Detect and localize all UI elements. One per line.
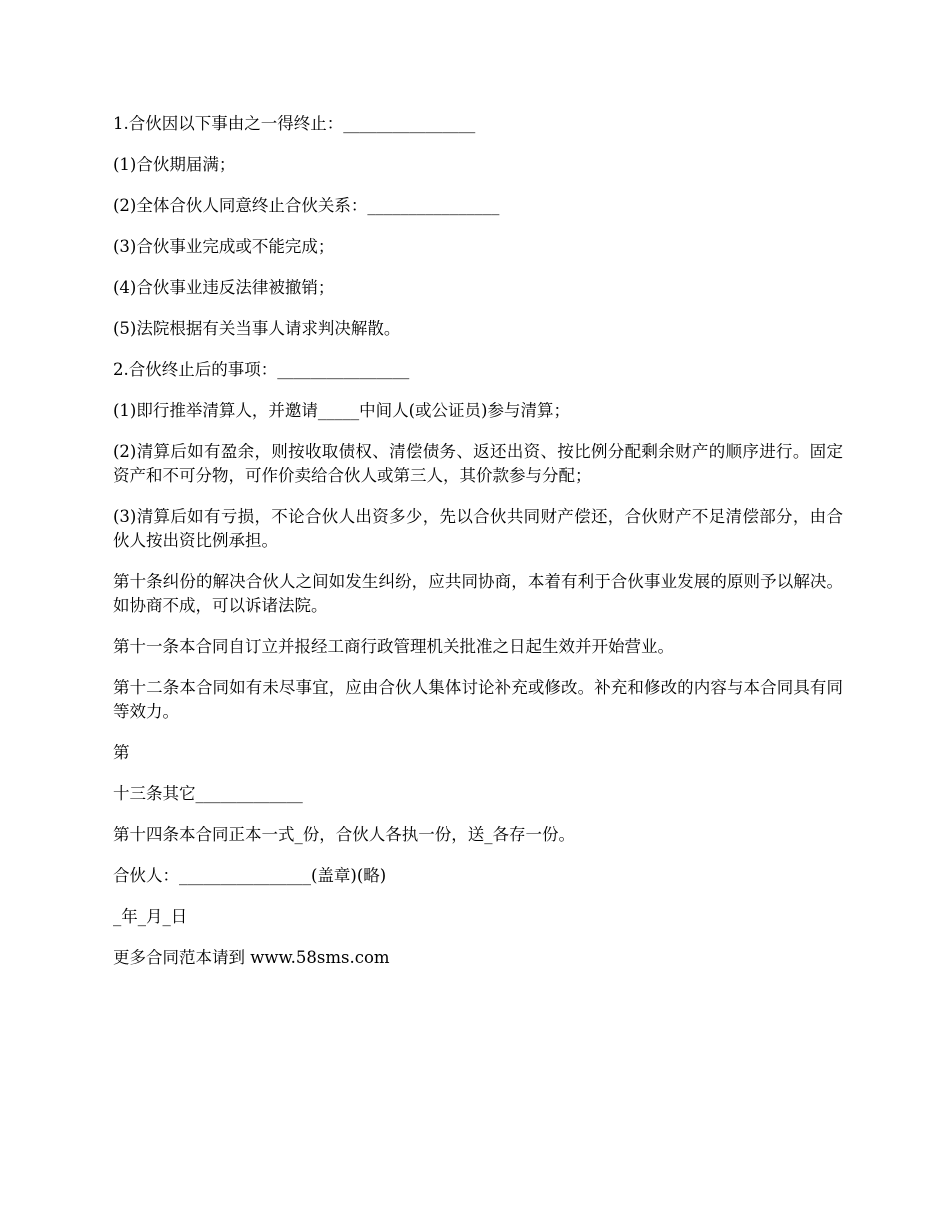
article-13-other: 十三条其它_____________ [113, 784, 303, 803]
article-13-prefix: 第 [113, 743, 130, 762]
article-11-effective: 第十一条本合同自订立并报经工商行政管理机关批准之日起生效并开始营业。 [113, 637, 674, 656]
article-12-amendment: 第十二条本合同如有未尽事宜，应由合伙人集体讨论补充或修改。补充和修改的内容与本合同具有同等效力。 [113, 678, 843, 721]
clause-termination-reasons: 1.合伙因以下事由之一得终止：________________ [113, 114, 476, 133]
date-line: _年_月_日 [113, 907, 188, 926]
item-revoked-by-law: (4)合伙事业违反法律被撤销； [113, 278, 335, 297]
item-business-completed: (3)合伙事业完成或不能完成； [113, 237, 335, 256]
article-10-dispute: 第十条纠份的解决合伙人之间如发生纠纷，应共同协商，本着有利于合伙事业发展的原则予以解决。如协商不成，可以诉诸法院。 [113, 572, 843, 615]
item-term-expired: (1)合伙期届满； [113, 155, 236, 174]
footer-more-templates: 更多合同范本请到 www.58sms.com [113, 948, 390, 967]
item-appoint-liquidator: (1)即行推举清算人，并邀请_____中间人(或公证员)参与清算； [113, 401, 570, 420]
document-body [113, 112, 843, 987]
clause-post-termination: 2.合伙终止后的事项：________________ [113, 360, 410, 379]
article-14-copies: 第十四条本合同正本一式_份，合伙人各执一份，送_各存一份。 [113, 825, 575, 844]
item-all-partners-agree: (2)全体合伙人同意终止合伙关系：________________ [113, 196, 500, 215]
item-court-dissolution: (5)法院根据有关当事人请求判决解散。 [113, 319, 401, 338]
item-surplus-distribution: (2)清算后如有盈余，则按收取债权、清偿债务、返还出资、按比例分配剩余财产的顺序进行。固定资产和不可分物，可作价卖给合伙人或第三人，其价款参与分配； [113, 442, 843, 485]
partner-signature-line: 合伙人：________________(盖章)(略) [113, 866, 387, 885]
item-loss-sharing: (3)清算后如有亏损，不论合伙人出资多少，先以合伙共同财产偿还，合伙财产不足清偿部分，由合伙人按出资比例承担。 [113, 507, 843, 550]
